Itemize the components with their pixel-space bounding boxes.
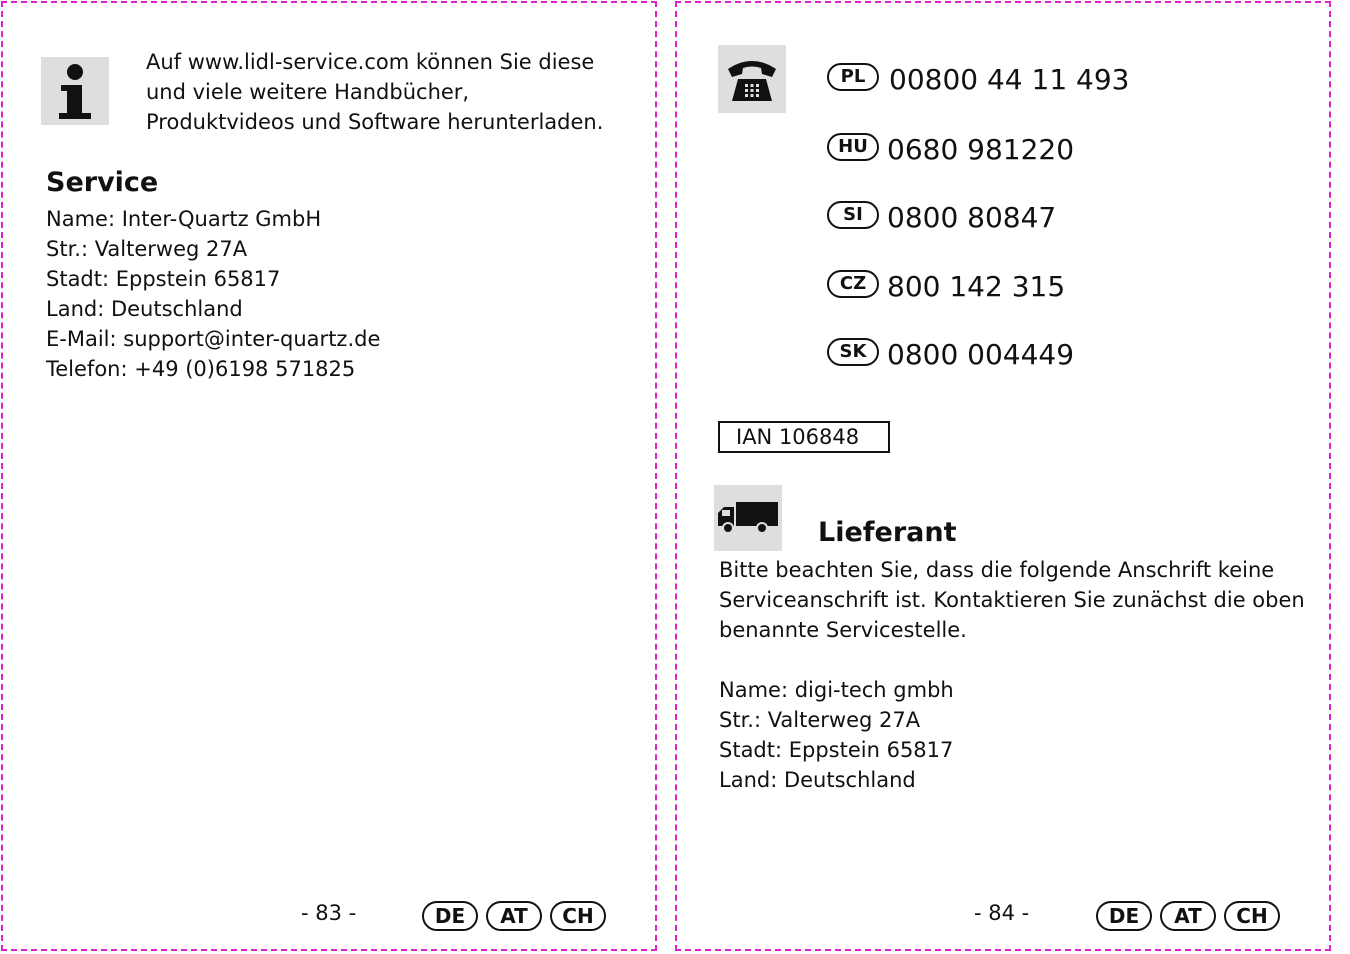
service-phone: Telefon: +49 (0)6198 571825 (46, 357, 356, 381)
country-badge-de: DE (1096, 901, 1152, 931)
hotline-number: 00800 44 11 493 (889, 63, 1130, 96)
country-code-badge: PL (827, 63, 879, 91)
lieferant-name: Name: digi-tech gmbh (719, 678, 954, 702)
lieferant-heading: Lieferant (818, 517, 957, 548)
lieferant-address (719, 675, 954, 795)
country-code-badge: SI (827, 201, 879, 229)
ian-box: IAN 106848 (718, 421, 890, 453)
country-badge-ch: CH (550, 901, 606, 931)
hotline-number: 800 142 315 (887, 270, 1066, 303)
service-address (46, 204, 380, 384)
hotline-number: 0800 80847 (887, 201, 1057, 234)
service-country: Land: Deutschland (46, 297, 243, 321)
info-line: und viele weitere Handbücher, (146, 80, 470, 104)
hotline-number: 0680 981220 (887, 133, 1075, 166)
service-email: E-Mail: support@inter-quartz.de (46, 327, 381, 351)
info-icon (41, 57, 109, 125)
country-badge-at: AT (1160, 901, 1216, 931)
lieferant-street: Str.: Valterweg 27A (719, 708, 921, 732)
country-badge-ch: CH (1224, 901, 1280, 931)
country-badge-at: AT (486, 901, 542, 931)
right-page (675, 1, 1331, 951)
info-line: Produktvideos und Software herunterladen. (146, 110, 604, 134)
lieferant-country: Land: Deutschland (719, 768, 916, 792)
left-page (1, 1, 657, 951)
info-line: Auf www.lidl-service.com können Sie diese (146, 50, 595, 74)
service-name: Name: Inter-Quartz GmbH (46, 207, 322, 231)
country-code-badge: SK (827, 338, 879, 366)
country-badge-de: DE (422, 901, 478, 931)
telephone-icon (718, 45, 786, 113)
lieferant-city: Stadt: Eppstein 65817 (719, 738, 954, 762)
truck-icon (714, 485, 782, 551)
service-heading: Service (46, 167, 159, 198)
service-city: Stadt: Eppstein 65817 (46, 267, 281, 291)
service-street: Str.: Valterweg 27A (46, 237, 248, 261)
notice-line: Serviceanschrift ist. Kontaktieren Sie zunächst die oben (719, 588, 1305, 612)
notice-line: Bitte beachten Sie, dass die folgende Anschrift keine (719, 558, 1275, 582)
page-number: - 83 - (301, 901, 357, 925)
country-code-badge: HU (827, 133, 879, 161)
page-number: - 84 - (974, 901, 1030, 925)
lieferant-notice (719, 555, 1305, 645)
country-code-badge: CZ (827, 270, 879, 298)
notice-line: benannte Servicestelle. (719, 618, 967, 642)
info-text (146, 47, 616, 137)
hotline-number: 0800 004449 (887, 338, 1075, 371)
